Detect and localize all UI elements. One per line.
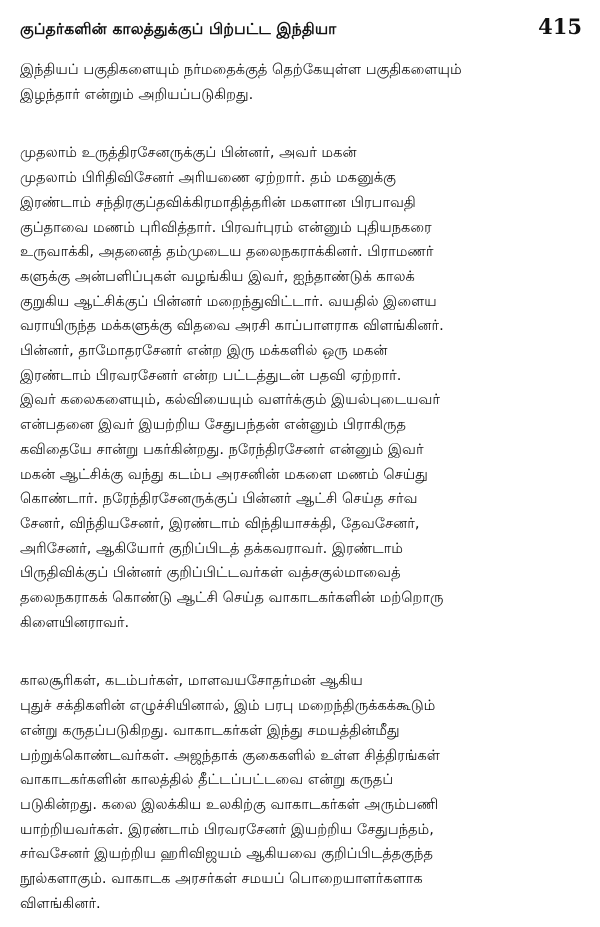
text-line: இவர் கலைகளையும், கல்வியையும் வளர்க்கும் இயல்புடையவர்: [20, 391, 441, 409]
text-line: இரண்டாம் பிரவரசேனர் என்ற பட்டத்துடன் பதவி ஏற்றார்.: [20, 366, 402, 384]
page-number: 415: [538, 14, 582, 39]
text-line: புதுச் சக்திகளின் எழுச்சியினால், இம் பரபு மறைந்திருக்கக்கூடும்: [20, 697, 436, 715]
text-line: என்பதனை இவர் இயற்றிய சேதுபந்தன் என்னும் பிராகிருத: [20, 416, 406, 434]
paragraph-1: [20, 58, 582, 107]
text-line: பிருதிவிக்குப் பின்னர் குறிப்பிட்டவர்கள் வத்சகுல்மாவைத்: [20, 564, 401, 582]
paragraph-2: [20, 141, 582, 635]
text-line: குறுகிய ஆட்சிக்குப் பின்னர் மறைந்துவிட்டார். வயதில் இளைய: [20, 292, 437, 310]
text-line: அரிசேனர், ஆகியோர் குறிப்பிடத் தக்கவராவர். இரண்டாம்: [20, 539, 403, 557]
text-line: சர்வசேனர் இயற்றிய ஹரிவிஜயம் ஆகியவை குறிப்பிடத்தகுந்த: [20, 845, 433, 863]
text-line: தலைநகராகக் கொண்டு ஆட்சி செய்த வாகாடகர்களின் மற்றொரு: [20, 589, 444, 607]
text-line: நூல்களாகும். வாகாடக அரசர்கள் சமயப் பொறையாளர்களாக: [20, 870, 423, 888]
text-line: குப்தாவை மணம் புரிவித்தார். பிரவர்புரம் என்னும் புதியநகரை: [20, 218, 432, 236]
text-line: பற்றுக்கொண்டவர்கள். அஜந்தாக் குகைகளில் உள்ள சித்திரங்கள்: [20, 746, 440, 764]
text-line: இந்தியப் பகுதிகளையும் நர்மதைக்குத் தெற்கேயுள்ள பகுதிகளையும்: [20, 61, 462, 78]
text-line: இரண்டாம் சந்திரகுப்தவிக்கிரமாதித்தரின் மகளான பிரபாவதி: [20, 193, 416, 211]
text-line: உருவாக்கி, அதனைத் தம்முடைய தலைநகராக்கினர். பிராமணர்: [20, 243, 434, 261]
text-line: பின்னர், தாமோதரசேனர் என்ற இரு மக்களில் ஒரு மகன்: [20, 342, 388, 360]
text-line: வராயிருந்த மக்களுக்கு விதவை அரசி காப்பாளராக விளங்கினர்.: [20, 317, 444, 335]
text-line: என்று கருதப்படுகிறது. வாகாடகர்கள் இந்து சமயத்தின்மீது: [20, 721, 400, 739]
text-line: காலசூரிகள், கடம்பர்கள், மாளவயசோதர்மன் ஆகிய: [20, 672, 363, 690]
page-header: [20, 14, 582, 48]
text-line: விளங்கினர்.: [20, 894, 101, 912]
text-line: மகன் ஆட்சிக்கு வந்து கடம்ப அரசனின் மகளை மணம் செய்து: [20, 465, 428, 483]
paragraph-3: [20, 669, 582, 916]
running-head-title: குப்தர்களின் காலத்துக்குப் பிற்பட்ட இந்தியா: [20, 20, 337, 38]
text-line: கவிதையே சான்று பகர்கின்றது. நரேந்திரசேனர் என்னும் இவர்: [20, 440, 424, 458]
text-line: யாற்றியவர்கள். இரண்டாம் பிரவரசேனர் இயற்றிய சேதுபந்தம்,: [20, 820, 434, 838]
text-line: முதலாம் உருத்திரசேனருக்குப் பின்னர், அவர் மகன்: [20, 144, 357, 162]
text-line: வாகாடகர்களின் காலத்தில் தீட்டப்பட்டவை என்று கருதப்: [20, 771, 394, 789]
text-line: இழந்தார் என்றும் அறியப்படுகிறது.: [20, 85, 254, 103]
text-line: களுக்கு அன்பளிப்புகள் வழங்கிய இவர், ஐந்தாண்டுக் காலக்: [20, 267, 415, 285]
text-line: படுகின்றது. கலை இலக்கிய உலகிற்கு வாகாடகர்கள் அரும்பணி: [20, 795, 439, 813]
text-line: சேனர், விந்தியசேனர், இரண்டாம் விந்தியாசக்தி, தேவசேனர்,: [20, 514, 420, 532]
text-line: கொண்டார். நரேந்திரசேனருக்குப் பின்னர் ஆட்சி செய்த சர்வ: [20, 490, 418, 508]
text-line: கிளையினராவர்.: [20, 613, 130, 631]
text-line: முதலாம் பிரிதிவிசேனர் அரியணை ஏற்றார். தம் மகனுக்கு: [20, 169, 396, 187]
